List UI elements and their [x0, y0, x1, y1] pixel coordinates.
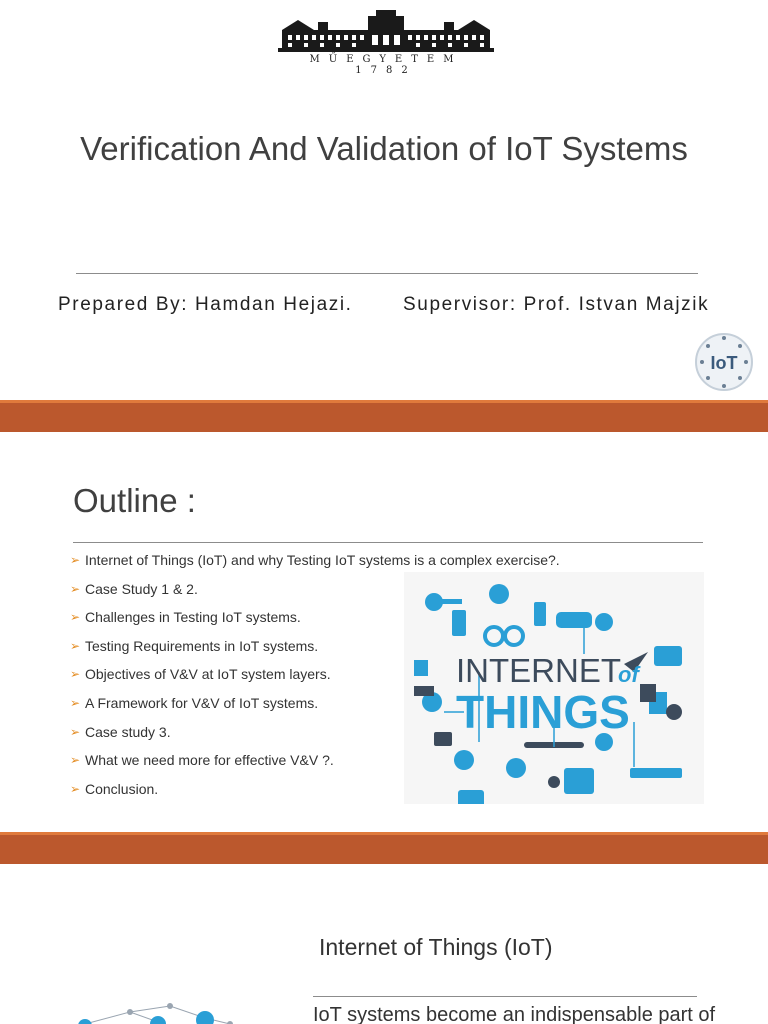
slide-separator-band	[0, 832, 768, 864]
slide-separator-band	[0, 400, 768, 432]
iot-badge-icon	[692, 330, 756, 394]
title-divider	[76, 273, 698, 274]
svg-text:of: of	[618, 662, 639, 687]
arrow-bullet-icon: ➢	[70, 638, 81, 653]
list-item-label: Case Study 1 & 2.	[85, 580, 198, 597]
list-item-label: A Framework for V&V of IoT systems.	[85, 694, 319, 711]
arrow-bullet-icon: ➢	[70, 553, 81, 567]
title-divider	[313, 996, 697, 997]
arrow-bullet-icon: ➢	[70, 581, 81, 596]
author-line: Prepared By: Hamdan Hejazi.	[58, 294, 353, 315]
arrow-bullet-icon: ➢	[70, 781, 81, 796]
arrow-bullet-icon: ➢	[70, 753, 81, 768]
list-item-label: Internet of Things (IoT) and why Testing IoT systems is a complex exercise?.	[85, 552, 560, 568]
arrow-bullet-icon: ➢	[70, 724, 81, 739]
slide-title: Internet of Things (IoT)	[319, 934, 553, 960]
arrow-bullet-icon: ➢	[70, 610, 81, 625]
network-illustration	[70, 1002, 240, 1024]
presentation-title: Verification And Validation of IoT Systems	[80, 130, 688, 167]
svg-text:THINGS: THINGS	[456, 686, 630, 738]
slide-body-text: IoT systems become an indispensable part of	[313, 1004, 716, 1024]
list-item-label: Objectives of V&V at IoT system layers.	[85, 666, 331, 683]
supervisor-line: Supervisor: Prof. Istvan Majzik	[403, 294, 710, 315]
list-item-label: What we need more for effective V&V ?.	[85, 752, 334, 769]
svg-text:INTERNET: INTERNET	[456, 652, 621, 689]
outline-divider	[73, 542, 703, 543]
iot-intro-slide	[0, 864, 768, 1024]
list-item-label: Testing Requirements in IoT systems.	[85, 637, 319, 654]
logo-caption: MŰEGYETEM 1782	[309, 54, 463, 76]
list-item-label: Conclusion.	[85, 780, 159, 797]
svg-text:IoT: IoT	[710, 353, 738, 373]
outline-title: Outline :	[73, 482, 196, 519]
arrow-bullet-icon: ➢	[70, 695, 81, 710]
list-item-label: Challenges in Testing IoT systems.	[85, 609, 301, 626]
list-item-label: Case study 3.	[85, 723, 171, 740]
outline-slide	[0, 432, 768, 832]
arrow-bullet-icon: ➢	[70, 667, 81, 682]
internet-of-things-illustration	[404, 572, 704, 804]
title-slide	[0, 0, 768, 400]
